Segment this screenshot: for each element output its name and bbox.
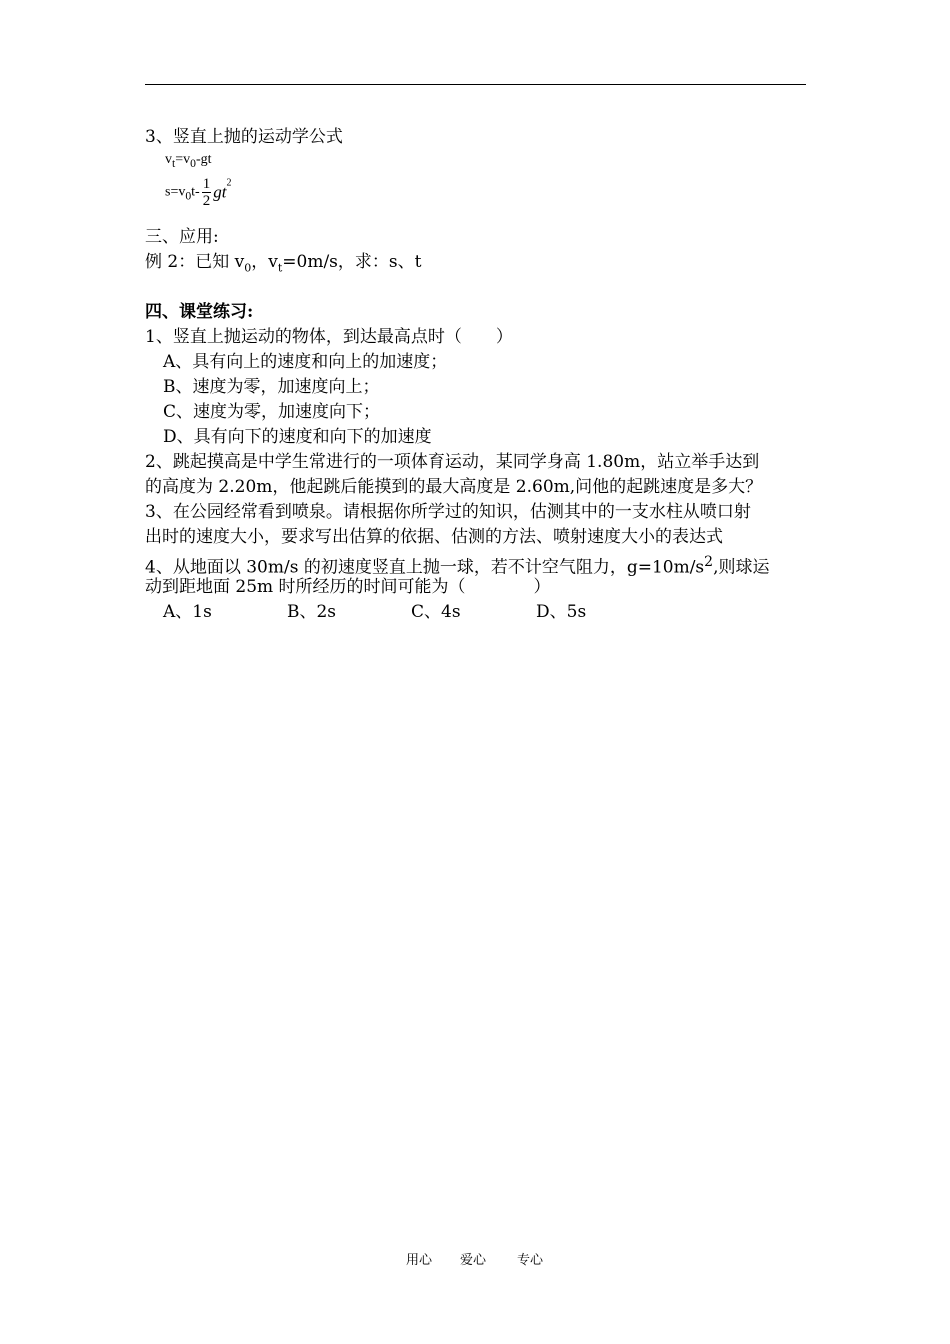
question-4-line-1: 4、从地面以 30m/s 的初速度竖直上抛一球，若不计空气阻力，$g=10m/s^2$,则球运 [145,554,770,578]
practice-heading: 四、课堂练习: [145,302,254,322]
section-3-heading: 3、竖直上抛的运动学公式 [145,127,343,147]
question-4-option-a: A、1s [163,602,212,622]
footer-word-1: 用心 [406,1253,433,1268]
formula-displacement: $s=v_0t-$ $\frac{1}{2}$ $gt^2$ [165,176,232,209]
question-2-line-2: 的高度为 2.20m，他起跳后能摸到的最大高度是 2.60m,问他的起跳速度是多大？ [145,477,763,497]
example-2: 例 2：已知 $v_0$，$v_t=0m/s$，求：s、t [145,252,422,275]
question-4-line-2: 动到距地面 25m 时所经历的时间可能为（ ） [145,577,551,597]
formula-velocity: $v_t=v_0-gt$ [165,152,212,170]
question-1-option-c: C、速度为零，加速度向下； [163,402,381,422]
question-4-option-c: C、4s [411,602,461,622]
question-2-line-1: 2、跳起摸高是中学生常进行的一项体育运动，某同学身高 1.80m，站立举手达到 [145,452,760,472]
question-1-option-d: D、具有向下的速度和向下的加速度 [163,427,432,447]
question-3-line-2: 出时的速度大小，要求写出估算的依据、估测的方法、喷射速度大小的表达式 [145,527,723,547]
header-rule [145,84,806,85]
question-1-stem: 1、竖直上抛运动的物体，到达最高点时（ ） [145,327,513,347]
fraction-one-half: $\frac{1}{2}$ [202,176,211,209]
question-1-option-a: A、具有向上的速度和向上的加速度； [163,352,448,372]
application-heading: 三、应用: [145,227,219,247]
question-1-option-b: B、速度为零，加速度向上； [163,377,380,397]
footer-word-3: 专心 [517,1253,544,1268]
question-4-option-d: D、5s [536,602,587,622]
question-3-line-1: 3、在公园经常看到喷泉。请根据你所学过的知识，估测其中的一支水柱从喷口射 [145,502,751,522]
footer-word-2: 爱心 [460,1253,487,1268]
question-4-option-b: B、2s [287,602,337,622]
